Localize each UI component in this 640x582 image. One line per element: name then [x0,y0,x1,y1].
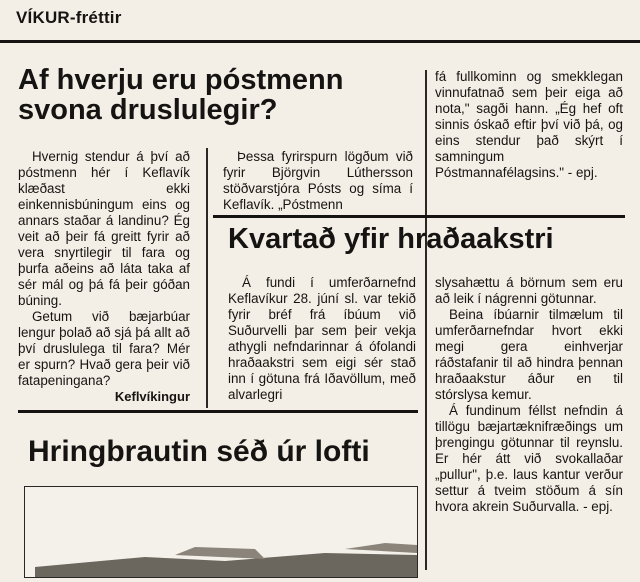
article1-column1 [18,149,190,405]
article1-paragraph1: Hvernig stendur á því að póstmenn hér í Keflavík klæðast ekki einkennisbúningum eins og annars staðar á landinu? Ég veit að þeir fá greitt fyrir að vera snyrtilegir til fara og þurfa aðeins að láta taka af sér mál og þá fá þeir góðan búning. [18,149,190,308]
article2-top-rule [213,215,625,218]
article2-headline: Kvartað yfir hraðaakstri [228,223,554,255]
article2-paragraph3: Á fundinum féllst nefndin á tillögu bæjartæknifræðings um þrengingu götunnar til reynslu. Er hér átt við svokallaðar „pullur", þ.e. laus kantur verður settur á tveim stöðum á sín hvora akrein Suðurvalla. - epj. [435,403,623,514]
article1-col3-text: fá fullkominn og smekklegan vinnufatnað sem þeir eiga að nota," sagði hann. „Ég hef oft sinnis óskað eftir því við þá, og eins stendur það skýrt í samningum Póstmannafélagsins." - epj. [435,69,623,180]
article2-col1-text: Á fundi í umferðarnefnd Keflavíkur 28. júní sl. var tekið fyrir bréf frá íbúum við Suðurvelli þar sem þeir vekja athygli nefndarinnar á ófolandi hraðaakstri sem eigi sér stað inn í götuna frá Iðavöllum, með alvarlegri [228,275,416,402]
article3-headline: Hringbrautin séð úr lofti [28,435,370,468]
article2-paragraph1: slysahættu á börnum sem eru að leik í nágrenni götunnar. [435,275,623,306]
article1-headline [18,66,418,125]
article1-signature: Keflvíkingur [114,389,190,404]
aerial-photo [24,486,418,578]
article1-headline-line1: Af hverju eru póstmenn [18,64,344,96]
column-rule [425,70,427,570]
article1-paragraph2: Getum við bæjarbúar lengur þolað að sjá þá allt að því druslulega til fara? Mér er spurn? Hvað gera þeir við fatapeningana? [18,309,190,388]
aerial-photo-graphic [25,487,417,577]
article2-column1 [228,275,416,403]
masthead-rule [0,40,640,43]
article1-col2-text: Þessa fyrirspurn lögðum við fyrir Björgvin Lúthersson stöðvarstjóra Pósts og síma í Keflavík. „Póstmenn [223,149,413,212]
article2-column2 [435,275,623,515]
article1-headline-line2: svona druslulegir? [18,93,278,126]
masthead: VÍKUR-fréttir [16,8,122,27]
column-rule [206,148,208,408]
article1-column2 [223,149,413,213]
article2-paragraph2: Beina íbúarnir tilmælum til umferðarnefndar hvort ekki megi gera einhverjar ráðstafanir til að hindra þennan hraðaakstur áður en til stórslysa kemur. [435,307,623,402]
article1-column3 [435,69,623,181]
article3-top-rule [18,410,418,413]
